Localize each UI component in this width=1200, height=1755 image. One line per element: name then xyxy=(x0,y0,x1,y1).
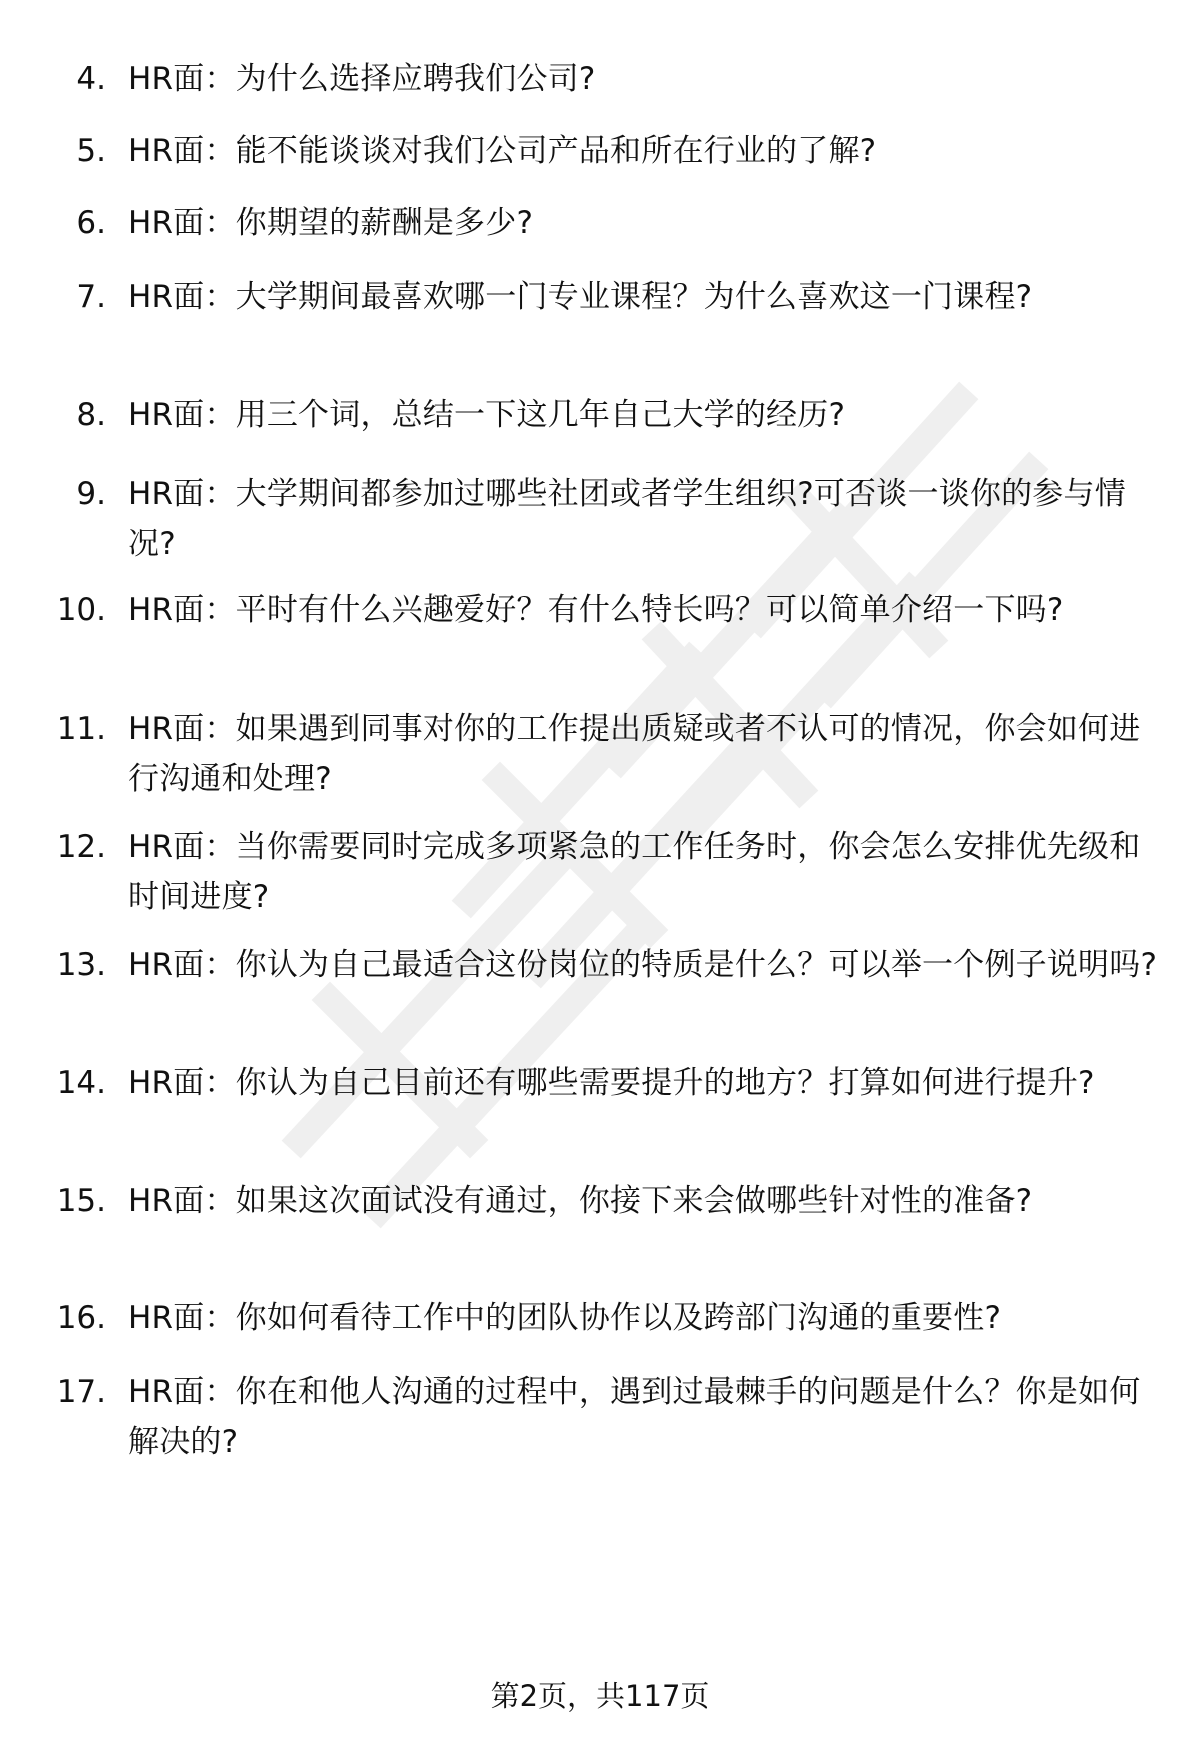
item-number: 10. xyxy=(56,592,106,628)
item-number: 16. xyxy=(56,1300,106,1336)
page-number-label: 第2页，共117页 xyxy=(490,1679,710,1713)
item-number: 13. xyxy=(56,947,106,983)
item-text: HR面：你认为自己目前还有哪些需要提升的地方？打算如何进行提升? xyxy=(128,1065,1095,1101)
item-text: HR面：为什么选择应聘我们公司? xyxy=(128,61,596,97)
item-text: HR面：能不能谈谈对我们公司产品和所在行业的了解? xyxy=(128,133,877,169)
item-text: HR面：用三个词，总结一下这几年自己大学的经历? xyxy=(128,397,846,433)
item-text: HR面：你如何看待工作中的团队协作以及跨部门沟通的重要性? xyxy=(128,1300,1002,1336)
page-footer xyxy=(0,1676,1200,1716)
item-number: 5. xyxy=(76,133,106,169)
item-text: HR面：平时有什么兴趣爱好？有什么特长吗？可以简单介绍一下吗? xyxy=(128,592,1064,628)
item-text: HR面：你期望的薪酬是多少? xyxy=(128,205,534,241)
item-number: 6. xyxy=(76,205,106,241)
item-text: HR面：如果遇到同事对你的工作提出质疑或者不认可的情况，你会如何进行沟通和处理? xyxy=(128,711,1141,797)
item-number: 11. xyxy=(56,711,106,747)
item-text: HR面：你在和他人沟通的过程中，遇到过最棘手的问题是什么？你是如何解决的? xyxy=(128,1374,1141,1460)
item-number: 12. xyxy=(56,829,106,865)
item-number: 17. xyxy=(56,1374,106,1410)
item-number: 8. xyxy=(76,397,106,433)
item-number: 15. xyxy=(56,1183,106,1219)
item-text: HR面：你认为自己最适合这份岗位的特质是什么？可以举一个例子说明吗? xyxy=(128,947,1158,983)
item-number: 4. xyxy=(76,61,106,97)
item-number: 14. xyxy=(56,1065,106,1101)
item-number: 9. xyxy=(76,476,106,512)
item-text: HR面：当你需要同时完成多项紧急的工作任务时，你会怎么安排优先级和时间进度? xyxy=(128,829,1141,915)
item-number: 7. xyxy=(76,279,106,315)
item-text: HR面：大学期间都参加过哪些社团或者学生组织?可否谈一谈你的参与情况? xyxy=(128,476,1126,562)
item-text: HR面：大学期间最喜欢哪一门专业课程？为什么喜欢这一门课程? xyxy=(128,279,1033,315)
item-text: HR面：如果这次面试没有通过，你接下来会做哪些针对性的准备? xyxy=(128,1183,1033,1219)
